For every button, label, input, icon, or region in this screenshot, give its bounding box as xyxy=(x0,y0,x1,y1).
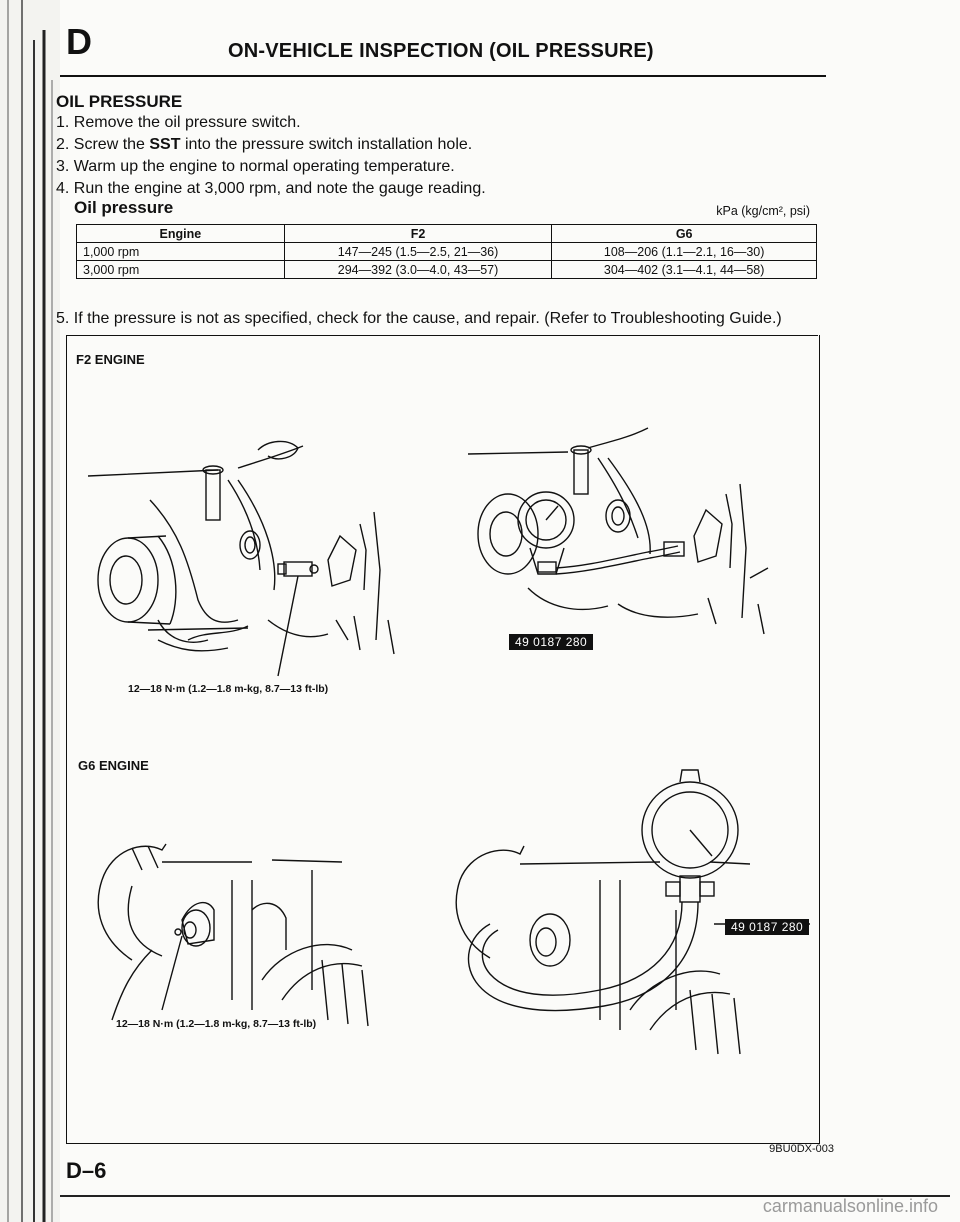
f2-switch-illustration xyxy=(88,440,408,680)
step-4: 4. Run the engine at 3,000 rpm, and note the gauge reading. xyxy=(56,180,486,197)
section-title: OIL PRESSURE xyxy=(56,92,183,111)
page-number: D–6 xyxy=(66,1158,107,1183)
watermark: carmanualsonline.info xyxy=(762,1196,938,1216)
step-2-text-b: into the pressure switch installation hole. xyxy=(180,136,473,153)
page-title: ON-VEHICLE INSPECTION (OIL PRESSURE) xyxy=(228,40,654,62)
f2-torque-spec: 12—18 N·m (1.2—1.8 m-kg, 8.7—13 ft-lb) xyxy=(128,683,329,695)
row-g6-value: 108—206 (1.1—2.1, 16—30) xyxy=(552,243,817,261)
page-binding-edge xyxy=(0,0,60,1222)
spec-unit: kPa (kg/cm², psi) xyxy=(716,204,810,218)
step-3: 3. Warm up the engine to normal operating temperature. xyxy=(56,158,455,175)
header-rule xyxy=(60,75,826,77)
g6-switch-illustration xyxy=(92,840,392,1040)
step-1: 1. Remove the oil pressure switch. xyxy=(56,114,301,131)
row-g6-value: 304—402 (3.1—4.1, 44—58) xyxy=(552,261,817,279)
step-2 xyxy=(56,134,486,156)
row-rpm: 1,000 rpm xyxy=(77,243,285,261)
table-row xyxy=(77,261,817,279)
row-f2-value: 147—245 (1.5—2.5, 21—36) xyxy=(284,243,552,261)
figure-reference-code: 9BU0DX-003 xyxy=(769,1143,834,1155)
row-rpm: 3,000 rpm xyxy=(77,261,285,279)
f2-gauge-illustration xyxy=(468,428,788,658)
row-f2-value: 294—392 (3.0—4.0, 43—57) xyxy=(284,261,552,279)
step-2-text-a: 2. Screw the xyxy=(56,136,150,153)
header-engine: Engine xyxy=(77,225,285,243)
step-5: 5. If the pressure is not as specified, check for the cause, and repair. (Refer to Troubleshooting Guide.) xyxy=(56,310,782,327)
table-row xyxy=(77,243,817,261)
oil-pressure-table xyxy=(76,224,817,279)
table-header-row xyxy=(77,225,817,243)
header-f2: F2 xyxy=(284,225,552,243)
header-g6: G6 xyxy=(552,225,817,243)
g6-tool-number: 49 0187 280 xyxy=(725,919,809,935)
spec-title: Oil pressure xyxy=(74,198,174,217)
procedure-steps xyxy=(56,112,486,200)
f2-engine-label: F2 ENGINE xyxy=(76,352,145,367)
step-2-sst: SST xyxy=(149,136,181,153)
g6-torque-spec: 12—18 N·m (1.2—1.8 m-kg, 8.7—13 ft-lb) xyxy=(116,1018,317,1030)
section-letter: D xyxy=(66,21,92,62)
g6-engine-label: G6 ENGINE xyxy=(78,758,149,773)
f2-tool-number: 49 0187 280 xyxy=(509,634,593,650)
